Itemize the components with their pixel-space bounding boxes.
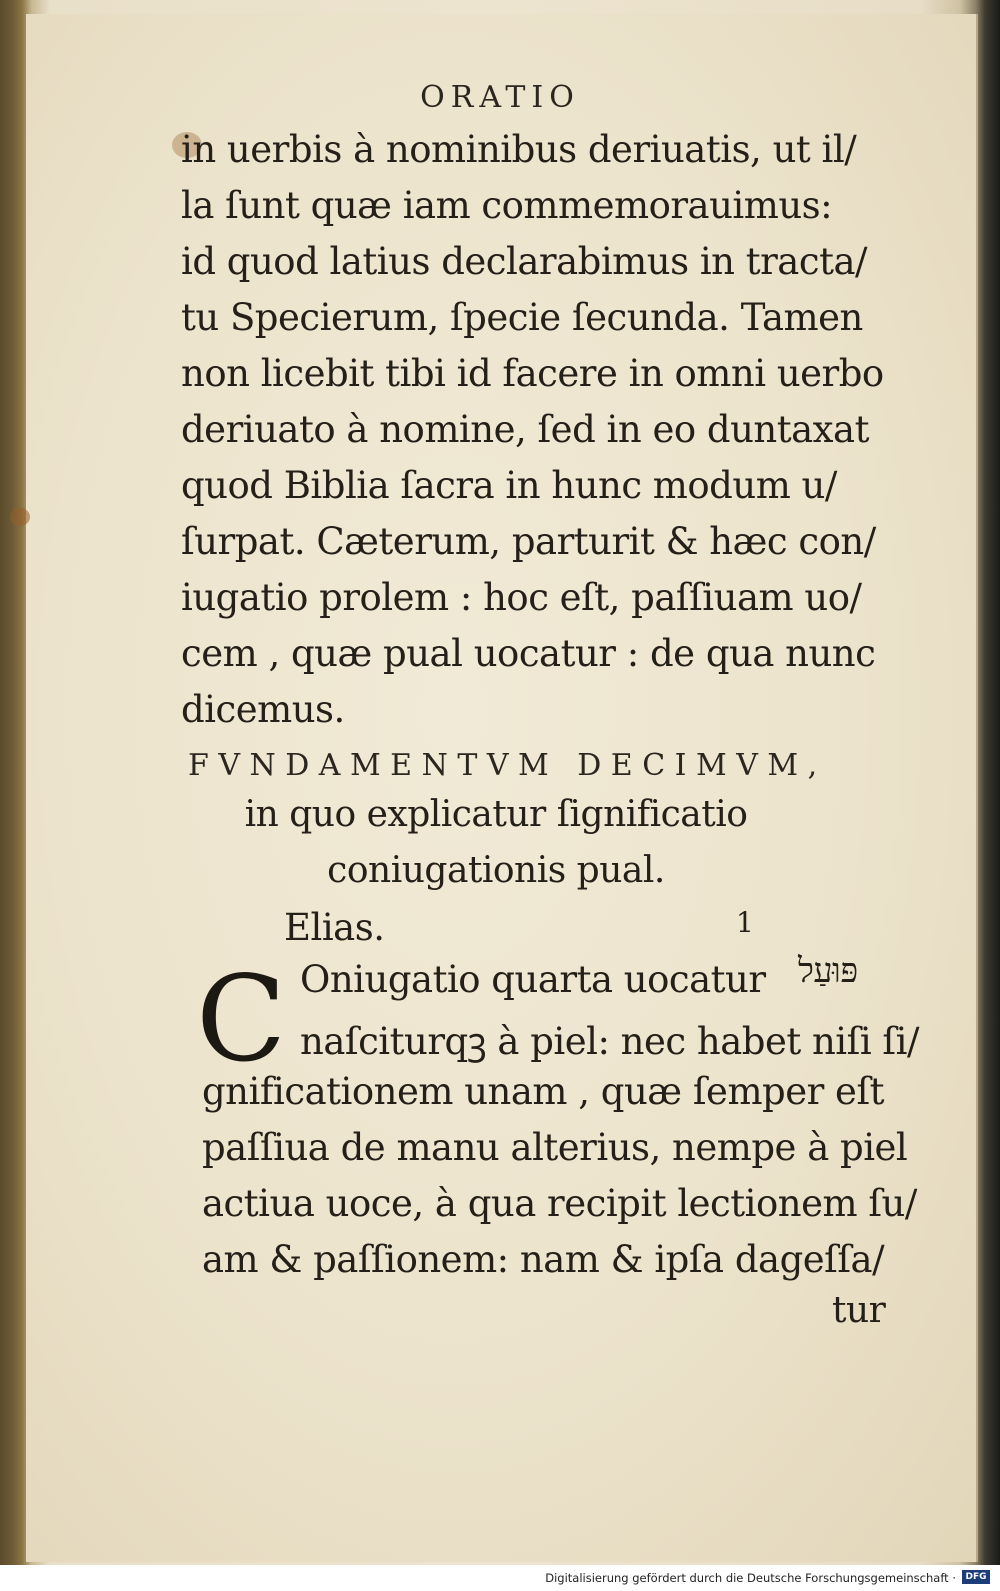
catchword: tur: [832, 1290, 886, 1331]
paragraph-line: gnificationem unam , quæ ſemper eſt: [202, 1070, 885, 1113]
paragraph-line: am & paſſionem: nam & ipſa dageſſa/: [202, 1238, 885, 1281]
margin-marker: 1: [736, 906, 754, 939]
text-line: ſurpat. Cæterum, parturit & hæc con/: [181, 520, 876, 563]
text-line: in uerbis à nominibus deriuatis, ut il/: [181, 128, 857, 171]
paragraph-line: naſciturqꝫ à piel: nec habet niſi ſi/: [300, 1020, 919, 1063]
footer-bar: [0, 1565, 1000, 1591]
text-line: non licebit tibi id facere in omni uerbo: [181, 352, 884, 395]
footer-credit: Digitalisierung gefördert durch die Deutsche Forschungsgemeinschaft ·: [545, 1571, 956, 1585]
text-line: deriuato à nomine, ſed in eo duntaxat: [181, 408, 869, 451]
text-line: quod Biblia ſacra in hunc modum u/: [181, 464, 837, 507]
text-line: tu Specierum, ſpecie ſecunda. Tamen: [181, 296, 863, 339]
running-head: ORATIO: [420, 80, 580, 115]
text-line: dicemus.: [181, 688, 345, 731]
dfg-logo: DFG: [962, 1570, 990, 1584]
paragraph-line: paſſiua de manu alterius, nempe à piel: [202, 1126, 908, 1169]
text-line: la ſunt quæ iam commemorauimus:: [181, 184, 833, 227]
text-line: cem , quæ pual uocatur : de qua nunc: [181, 632, 876, 675]
ink-stain: [10, 508, 30, 526]
section-heading: FVNDAMENTVM DECIMVM,: [188, 748, 827, 783]
subheading-line: coniugationis pual.: [327, 850, 665, 891]
paragraph-line: actiua uoce, à qua recipit lectionem ſu/: [202, 1182, 917, 1225]
text-line: iugatio prolem : hoc eſt, paſſiuam uo/: [181, 576, 862, 619]
paragraph-line: Oniugatio quarta uocatur: [300, 958, 766, 1001]
hebrew-word: פּוּעַל: [798, 951, 858, 991]
text-line: id quod latius declarabimus in tracta/: [181, 240, 867, 283]
speaker-name: Elias.: [284, 906, 385, 949]
drop-cap: C: [196, 950, 286, 1088]
subheading-line: in quo explicatur ſignificatio: [244, 794, 748, 835]
